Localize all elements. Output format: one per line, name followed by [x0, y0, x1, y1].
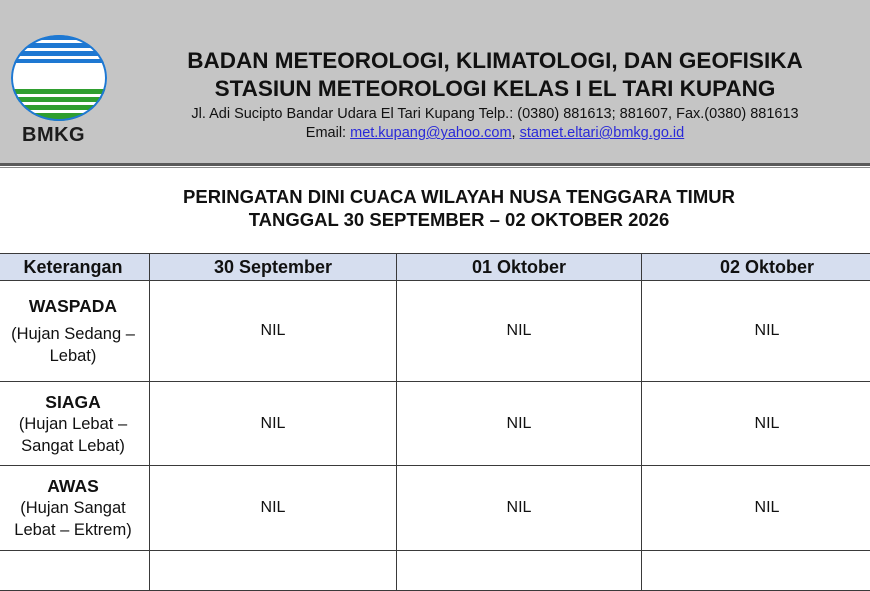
warning-description: (Hujan Lebat – — [0, 413, 149, 435]
table-cell: NIL — [150, 281, 397, 382]
table-cell: NIL — [150, 466, 397, 551]
warning-level-cell — [0, 466, 150, 551]
column-header-day-1: 30 September — [150, 254, 397, 281]
table-row-awas — [0, 466, 870, 551]
column-header-keterangan: Keterangan — [0, 254, 150, 281]
table-cell: NIL — [397, 281, 642, 382]
letterhead-divider-thin — [0, 167, 870, 168]
table-cell: NIL — [397, 382, 642, 466]
warning-description: (Hujan Sangat — [0, 497, 149, 519]
email-label: Email: — [306, 125, 346, 141]
table-cell-empty — [150, 551, 397, 591]
table-cell: NIL — [150, 382, 397, 466]
warning-description: Sangat Lebat) — [0, 435, 149, 457]
warning-level: AWAS — [0, 475, 149, 497]
station-name: STASIUN METEOROLOGI KELAS I EL TARI KUPANG — [122, 76, 868, 102]
warning-level-cell — [0, 281, 150, 382]
email-link-2[interactable]: stamet.eltari@bmkg.go.id — [520, 125, 685, 141]
address-line: Jl. Adi Sucipto Bandar Udara El Tari Kupang Telp.: (0380) 881613; 881607, Fax.(0380) 881613 — [122, 106, 868, 122]
table-cell: NIL — [642, 382, 870, 466]
logo-text: BMKG — [22, 124, 102, 147]
warning-level: SIAGA — [0, 391, 149, 413]
column-header-day-2: 01 Oktober — [397, 254, 642, 281]
table-cell: NIL — [642, 281, 870, 382]
table-row-siaga — [0, 382, 870, 466]
table-row-partial — [0, 551, 870, 591]
organization-name: BADAN METEOROLOGI, KLIMATOLOGI, DAN GEOFISIKA — [122, 48, 868, 74]
warning-description: Lebat – Ektrem) — [0, 519, 149, 541]
table-cell-empty — [397, 551, 642, 591]
email-separator: , — [512, 125, 516, 141]
table-cell-empty — [0, 551, 150, 591]
table-cell: NIL — [397, 466, 642, 551]
document-date-range: TANGGAL 30 SEPTEMBER – 02 OKTOBER 2026 — [0, 209, 870, 231]
warning-description: Lebat) — [0, 345, 149, 367]
column-header-day-3: 02 Oktober — [642, 254, 870, 281]
bmkg-logo-icon — [10, 34, 108, 124]
warning-level: WASPADA — [0, 295, 149, 317]
email-link-1[interactable]: met.kupang@yahoo.com — [350, 125, 511, 141]
table-cell: NIL — [642, 466, 870, 551]
table-row-waspada — [0, 281, 870, 382]
table-cell-empty — [642, 551, 870, 591]
email-line — [122, 125, 868, 141]
warning-level-cell — [0, 382, 150, 466]
letterhead-divider — [0, 163, 870, 166]
table-header-row — [0, 254, 870, 281]
document-title: PERINGATAN DINI CUACA WILAYAH NUSA TENGGARA TIMUR — [0, 186, 870, 208]
warning-description: (Hujan Sedang – — [0, 323, 149, 345]
warning-table — [0, 253, 870, 591]
